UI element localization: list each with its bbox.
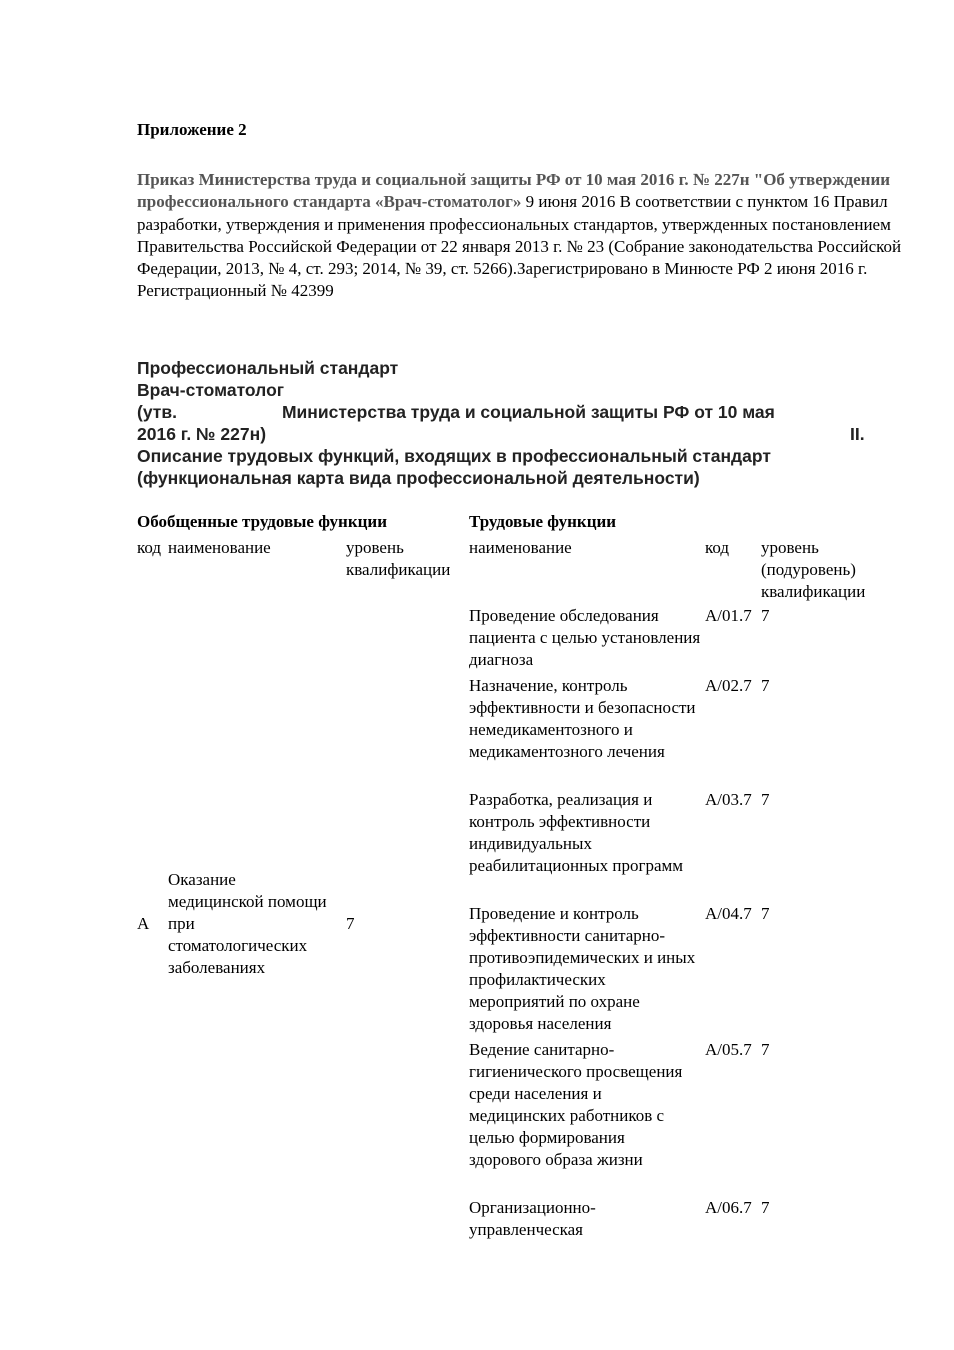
section-subtitle: (функциональная карта вида профессиональной деятельности) bbox=[137, 468, 700, 488]
tf-code: A/04.7 bbox=[705, 904, 752, 923]
tf-code: A/02.7 bbox=[705, 676, 752, 695]
gf-code: А bbox=[137, 914, 150, 933]
col-header-name: наименование bbox=[168, 538, 271, 557]
gf-name: Оказание медицинской помощи при стоматологических заболеваниях bbox=[168, 870, 327, 977]
section-title: Описание трудовых функций, входящих в профессиональный стандарт bbox=[137, 446, 771, 466]
tf-name: Назначение, контроль эффективности и безопасности немедикаментозного и медикаментозного лечения bbox=[469, 676, 696, 761]
tf-name: Ведение санитарно-гигиенического просвещения среди населения и медицинских работников с целью формирования здорового образа жизни bbox=[469, 1040, 683, 1169]
standard-date-line bbox=[137, 423, 877, 445]
col-header-tf-level: уровень (подуровень) квалификации bbox=[761, 538, 866, 601]
tf-code: A/01.7 bbox=[705, 606, 752, 625]
standard-title: Профессиональный стандарт bbox=[137, 358, 399, 378]
col-header-code: код bbox=[137, 538, 162, 557]
standard-heading bbox=[137, 357, 877, 489]
col-header-tf-name: наименование bbox=[469, 538, 572, 557]
tf-level: 7 bbox=[761, 676, 770, 695]
tf-level: 7 bbox=[761, 904, 770, 923]
tf-level: 7 bbox=[761, 790, 770, 809]
gf-level: 7 bbox=[346, 914, 355, 933]
tf-name: Разработка, реализация и контроль эффективности индивидуальных реабилитационных программ bbox=[469, 790, 684, 875]
tf-code: A/05.7 bbox=[705, 1040, 752, 1059]
order-body: 9 июня 2016 В соответствии с пунктом 16 Правил разработки, утверждения и применения профессиональных стандартов, утвержденных постановлением Правительства Российской Федерации от 22 января 2013 г. № 23 (Собрание законодательства Российской Федерации, 2013, № 4, ст. 293; 2014, № 39, ст. 5266).Зарегистрировано в Минюсте РФ 2 июня 2016 г. Регистрационный № 42399 bbox=[137, 192, 902, 301]
tf-level: 7 bbox=[761, 1198, 770, 1217]
appendix-title: Приложение 2 bbox=[137, 120, 247, 139]
tf-level: 7 bbox=[761, 606, 770, 625]
tf-name: Организационно-управленческая bbox=[469, 1198, 596, 1239]
order-title: Приказ Министерства труда и социальной защиты РФ от 10 мая 2016 г. № 227н "Об утверждении профессионального стандарта «Врач-стоматолог» bbox=[137, 170, 891, 212]
section-number: II. bbox=[850, 424, 865, 444]
tf-code: A/06.7 bbox=[705, 1198, 752, 1217]
col-header-level: уровень квалификации bbox=[346, 538, 451, 579]
col-header-tf-code: код bbox=[705, 538, 730, 557]
standard-profession: Врач-стоматолог bbox=[137, 380, 285, 400]
approval-date: 2016 г. № 227н) bbox=[137, 424, 267, 444]
tf-level: 7 bbox=[761, 1040, 770, 1059]
order-paragraph bbox=[137, 169, 907, 303]
tf-code: A/03.7 bbox=[705, 790, 752, 809]
tf-name: Проведение обследования пациента с целью установления диагноза bbox=[469, 606, 701, 669]
tf-name: Проведение и контроль эффективности санитарно-противоэпидемических и иных профилактических мероприятий по охране здоровья населения bbox=[469, 904, 696, 1033]
approval-ministry: Министерства труда и социальной защиты РФ от 10 мая bbox=[281, 402, 775, 422]
standard-approval-line bbox=[137, 401, 877, 423]
header-labor-functions: Трудовые функции bbox=[469, 512, 617, 531]
header-generalized-functions: Обобщенные трудовые функции bbox=[137, 512, 388, 531]
approval-prefix: (утв. bbox=[137, 402, 177, 422]
